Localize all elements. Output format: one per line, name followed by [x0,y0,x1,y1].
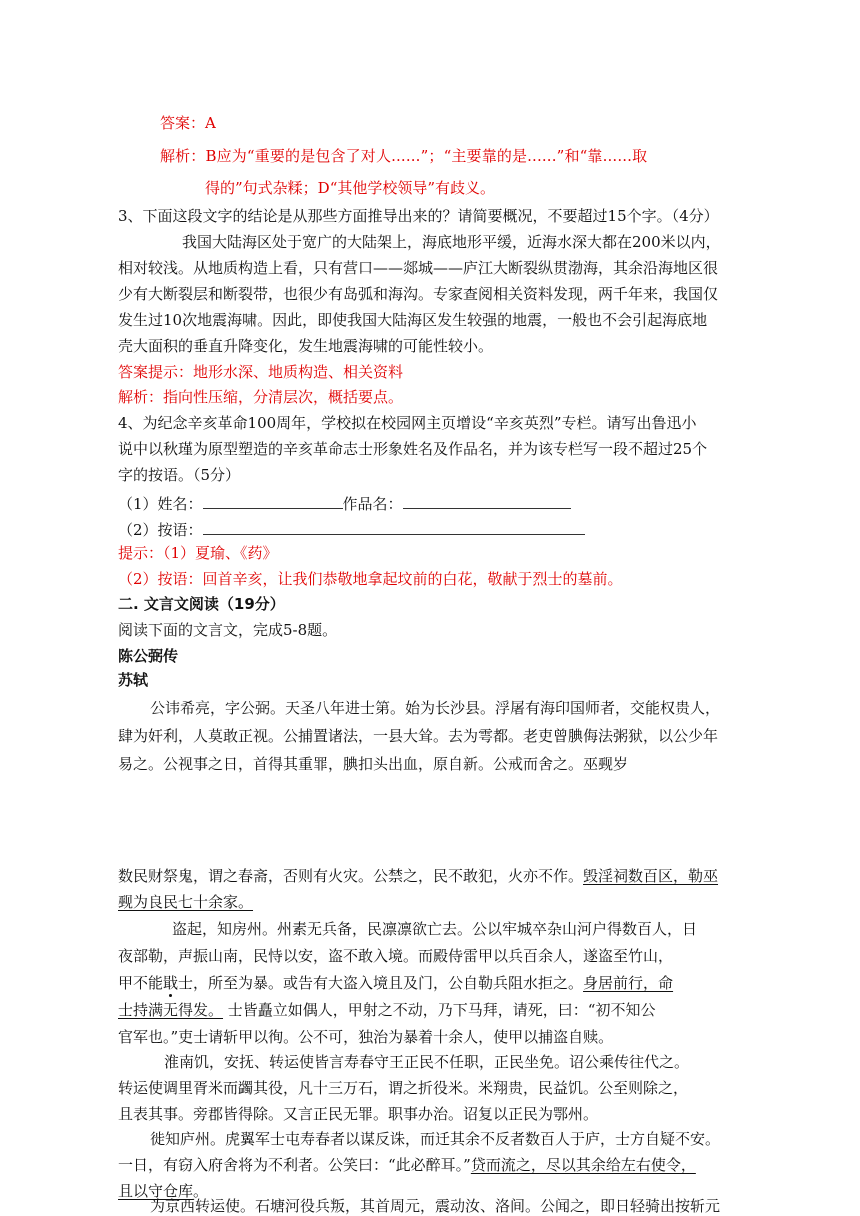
q2-analysis-line-2: 得的”句式杂糅；D“其他学校领导”有歧义。 [205,179,496,197]
note-label: （2）按语： [118,521,203,539]
q3-answer-hint: 答案提示：地形水深、地质构造、相关资料 [118,363,404,381]
q3-passage-line-3: 少有大断裂层和断裂带，也很少有岛弧和海沟。专家查阅相关资料发现，两千年来，我国仅 [118,285,719,303]
text-p3-line-3: 且表其事。旁郡皆得除。又言正民无罪。职事办治。诏复以正民为鄂州。 [118,1105,599,1123]
q4-question-line-2: 说中以秋瑾为原型塑造的辛亥革命志士形象姓名及作品名，并为该专栏写一段不超过25个 [118,440,708,458]
text-p3-line-2: 转运使调里胥米而蠲其役，凡十三万石，谓之折役米。米翔贵，民益饥。公至则除之， [118,1079,689,1097]
name-blank[interactable] [203,494,343,509]
text-p1-line-2: 肆为奸利，人莫敢正视。公捕置诸法，一县大耸。去为雩都。老吏曾腆侮法粥狱，以公少年 [118,727,719,745]
text-p4-underlined-1: 贷而流之，尽以其余给左右使令， [470,1156,696,1174]
q3-passage-line-5: 壳大面积的垂直升降变化，发生地震海啸的可能性较小。 [118,337,494,355]
text-p2-underlined-2: 士持满无得发。 [118,1001,224,1019]
q2-answer: 答案：A [160,114,216,132]
text-p2-line-3 [118,976,673,991]
text-p4-underlined-2: 且以守仓库 [118,1182,194,1200]
text-p1-line-1: 公讳希亮，字公弼。天圣八年进士第。始为长沙县。浮屠有海印国师者，交能权贵人， [150,699,721,717]
q4-question-line-1: 4、为纪念辛亥革命100周年，学校拟在校园网主页增设“辛亥英烈”专栏。请写出鲁迅小 [118,414,697,432]
text-p2-line-3-start: 甲不能 [118,974,164,992]
section-2-heading: 二. 文言文阅读（19分） [118,595,285,613]
text-p3-line-1: 淮南饥，安抚、转运使皆言寿春守王正民不任职，正民坐免。诏公乘传往代之。 [164,1053,690,1071]
essay-title: 陈公弼传 [118,647,179,665]
text-p2-line-5: 官军也。”吏士请斩甲以徇。公不可，独治为暴着十余人，使甲以捕盗自赎。 [118,1028,614,1046]
text-p1-underlined-1: 毁淫祠数百区，勒巫 [583,867,719,885]
q4-hint-1: 提示：（1）夏瑜、《药》 [118,544,278,562]
note-blank[interactable] [203,520,585,535]
name-label: （1）姓名： [118,495,203,513]
q3-passage-line-4: 发生过10次地震海啸。因此，即使我国大陆海区发生较强的地震，一般也不会引起海底地 [118,311,708,329]
q4-name-row [118,494,571,512]
text-p4-line-2 [118,1158,696,1173]
text-p2-line-4 [118,1003,655,1018]
text-p2-line-3-mid: 士，所至为暴。或告有大盗入境且及门，公自勒兵阻水拒之。 [178,974,584,992]
text-p4-line-2-plain: 一日，有窃入府舍将为不利者。公笑曰：“此必醉耳。” [118,1156,471,1174]
text-p4-line-3-end: 。 [193,1182,209,1200]
q4-note-row [118,520,585,538]
section-2-instruction: 阅读下面的文言文，完成5-8题。 [118,621,338,639]
essay-author: 苏轼 [118,671,149,689]
text-p2-line-2: 夜部勒，声振山南，民恃以安，盗不敢入境。而殿侍雷甲以兵百余人，遂盗至竹山， [118,947,674,965]
q3-analysis: 解析：指向性压缩，分清层次，概括要点。 [118,388,404,406]
text-p2-underlined-1: 身居前行，命 [583,974,674,992]
q4-hint-2: （2）按语：回首辛亥，让我们恭敬地拿起坟前的白花，敬献于烈士的墓前。 [118,570,623,588]
q2-analysis-line-1: 解析：B应为“重要的是包含了对人......”；“主要靠的是......”和“靠......取 [160,147,648,165]
emphasis-dot-char: 戢 [163,974,179,992]
text-p5-line-1: 为京西转运使。石塘河役兵叛，其首周元，震动汝、洛间。公闻之，即日轻骑出按斩元 [150,1197,721,1215]
text-p1-line-4 [118,869,718,884]
work-label: 作品名： [342,495,403,513]
text-p1-underlined-2: 觋为良民七十余家。 [118,893,254,911]
text-p1-line-3: 易之。公视事之日，首得其重罪，腆扣头出血，原自新。公戒而舍之。巫觋岁 [118,755,629,773]
q3-passage-line-1: 我国大陆海区处于宽广的大陆架上，海底地形平缓，近海水深大都在200米以内， [182,233,721,251]
q4-question-line-3: 字的按语。（5分） [118,466,241,484]
work-blank[interactable] [403,494,571,509]
text-p4-line-1: 徙知庐州。虎翼军士屯寿春者以谋反诛，而迁其余不反者数百人于庐，士方自疑不安。 [150,1130,721,1148]
text-p2-line-1: 盗起，知房州。州素无兵备，民凛凛欲亡去。公以牢城卒杂山河户得数百人，日 [172,920,698,938]
q3-passage-line-2: 相对较浅。从地质构造上看，只有营口——郯城——庐江大断裂纵贯渤海，其余沿海地区很 [118,259,719,277]
text-p2-line-4-rest: 士皆矗立如偶人，甲射之不动，乃下马拜，请死，曰：“初不知公 [223,1001,656,1019]
q3-question: 3、下面这段文字的结论是从那些方面推导出来的？请简要概况，不要超过15个字。（4分） [118,207,719,225]
text-p1-line-4-plain: 数民财祭鬼，谓之春斋，否则有火灾。公禁之，民不敢犯，火亦不作。 [118,867,584,885]
